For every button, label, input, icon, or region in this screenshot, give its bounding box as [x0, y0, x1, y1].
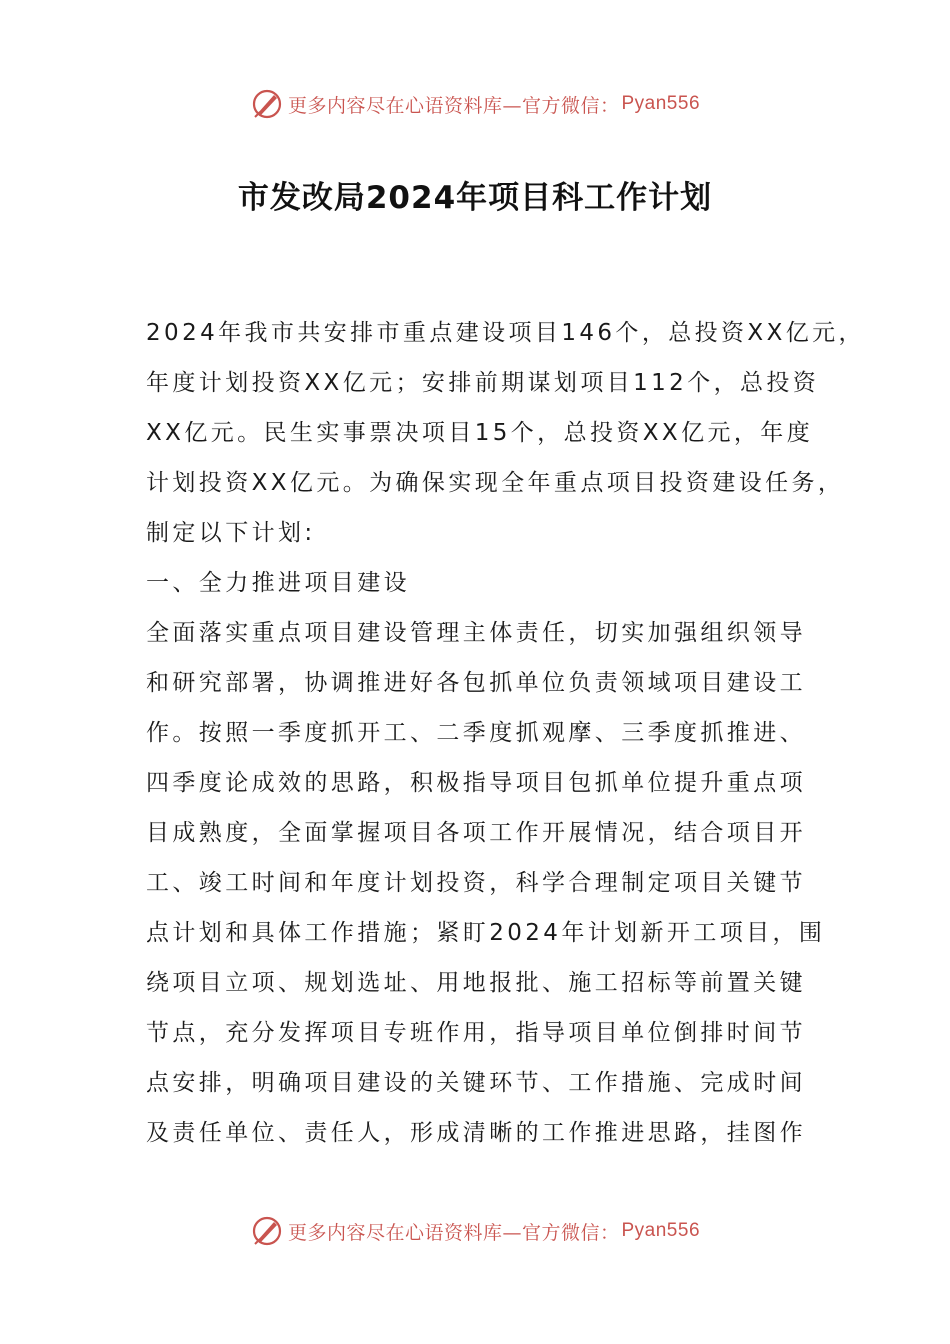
paragraph-line: 目成熟度，全面掌握项目各项工作开展情况，结合项目开 [146, 820, 806, 846]
watermark-wechat-id: Pyan556 [621, 93, 701, 114]
paragraph-line: 制定以下计划: [146, 520, 316, 546]
watermark-text: 更多内容尽在心语资料库—官方微信： [287, 94, 620, 117]
paragraph-line: 计划投资XX亿元。为确保实现全年重点项目投资建设任务， [146, 470, 845, 496]
paragraph-line: 点计划和具体工作措施；紧盯2024年计划新开工项目，围 [146, 920, 826, 946]
document-title: 市发改局2024年项目科工作计划 [237, 180, 713, 216]
paragraph-line: 2024年我市共安排市重点建设项目146个，总投资XX亿元， [146, 320, 865, 346]
paragraph-line: XX亿元。民生实事票决项目15个，总投资XX亿元，年度 [146, 420, 814, 446]
quill-logo-icon [250, 1214, 284, 1248]
paragraph-line: 工、竣工时间和年度计划投资，科学合理制定项目关键节 [146, 870, 806, 896]
paragraph-line: 和研究部署，协调推进好各包抓单位负责领域项目建设工 [146, 670, 806, 696]
paragraph-line: 及责任单位、责任人，形成清晰的工作推进思路，挂图作 [146, 1120, 806, 1146]
watermark-header [0, 84, 950, 124]
document-body [146, 308, 865, 1158]
paragraph-line: 全面落实重点项目建设管理主体责任，切实加强组织领导 [146, 620, 806, 646]
quill-logo-icon [250, 87, 284, 121]
watermark-text: 更多内容尽在心语资料库—官方微信： [287, 1221, 620, 1244]
paragraph-line: 作。按照一季度抓开工、二季度抓观摩、三季度抓推进、 [146, 720, 806, 746]
paragraph-line: 绕项目立项、规划选址、用地报批、施工招标等前置关键 [146, 970, 806, 996]
paragraph-line: 年度计划投资XX亿元；安排前期谋划项目112个，总投资 [146, 370, 820, 396]
paragraph-line: 节点，充分发挥项目专班作用，指导项目单位倒排时间节 [146, 1020, 806, 1046]
section-heading: 一、全力推进项目建设 [146, 570, 410, 596]
paragraph-line: 点安排，明确项目建设的关键环节、工作措施、完成时间 [146, 1070, 806, 1096]
watermark-footer [0, 1211, 950, 1251]
watermark-wechat-id: Pyan556 [621, 1220, 701, 1241]
paragraph-line: 四季度论成效的思路，积极指导项目包抓单位提升重点项 [146, 770, 806, 796]
